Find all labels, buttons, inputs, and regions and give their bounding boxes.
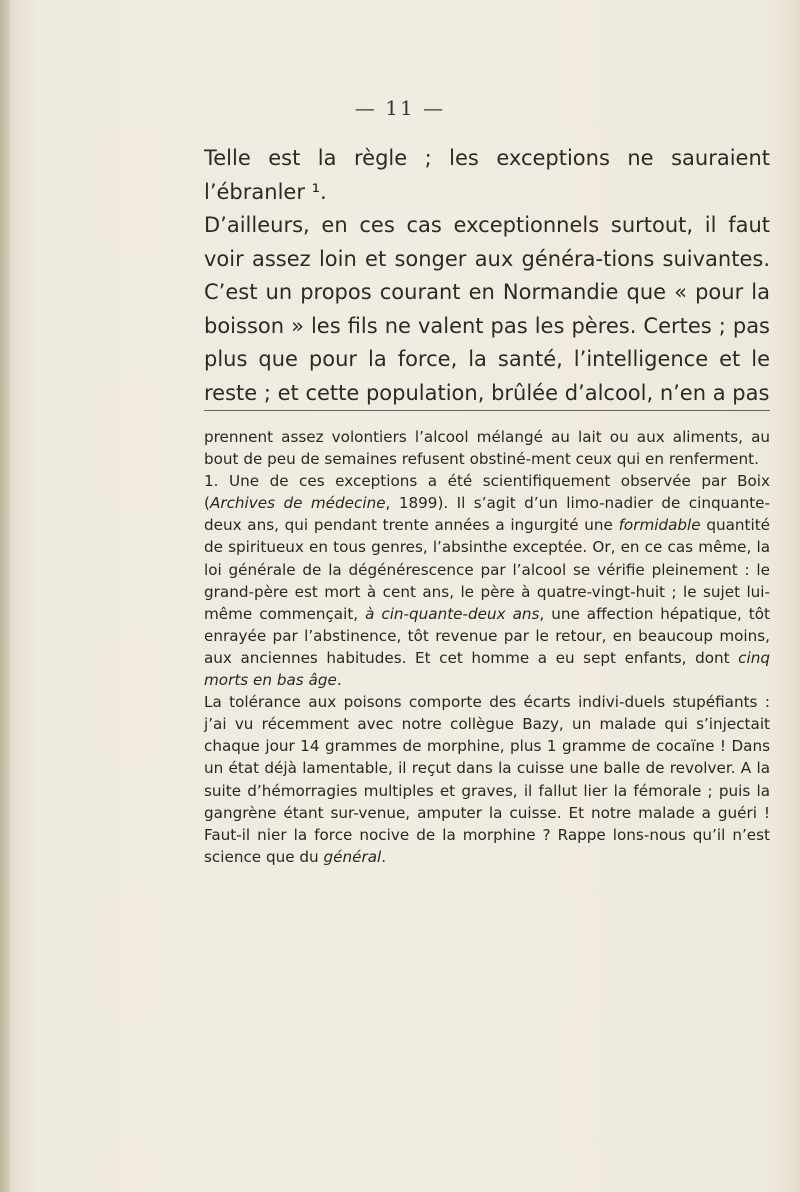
footnote-1-emphasis-2: à cin-quante-deux ans	[365, 604, 540, 623]
footnote-2	[204, 691, 770, 868]
footnote-1-text-c: quantité de spiritueux en tous genres, l’absinthe exceptée. Or, en ce cas même, la loi générale de la dégénérescence par l’alcool se vérifie pleinement : le grand-père est mort à cent ans, le père à quatre-vingt-huit ; le sujet lui-même commençait,	[204, 516, 770, 623]
footnote-2-text-b: .	[381, 847, 387, 866]
footnote-1-text-a: 1. Une de ces exceptions a été scientifiquement observée par Boix (	[204, 472, 770, 513]
footnote-divider	[204, 410, 770, 411]
footnote-1-emphasis-3: cinq morts en bas âge	[204, 648, 770, 690]
footnote-2-emphasis: général	[323, 847, 382, 866]
binding-gutter	[0, 0, 10, 1192]
footnote-1-text-d: , une affection hépatique, tôt enrayée par l’abstinence, tôt revenue par le retour, en beaucoup moins, aux anciennes habitudes. Et cet homme a eu sept enfants, dont	[204, 604, 770, 667]
footnotes	[204, 426, 770, 868]
paragraph-1: Telle est la règle ; les exceptions ne sauraient l’ébranler ¹.	[204, 146, 770, 204]
main-text	[204, 142, 770, 410]
footnote-continuation: prennent assez volontiers l’alcool mélangé au lait ou aux aliments, au bout de peu de semaines refusent obstiné-ment ceux qui en renferment.	[204, 428, 770, 469]
footnote-1-reference: Archives de médecine	[209, 494, 386, 513]
footnote-1-emphasis-1: formidable	[618, 516, 701, 535]
footnote-1-text-e: .	[336, 671, 342, 690]
footnote-1-text-b: , 1899). Il s’agit d’un limo-nadier de cinquante-deux ans, qui pendant trente années a ingurgité une	[204, 494, 770, 535]
footnote-2-text-a: La tolérance aux poisons comporte des écarts indivi-duels stupéfiants : j’ai vu récemment avec notre collègue Bazy, un malade qui s’injectait chaque jour 14 grammes de morphine, plus 1 gramme de cocaïne ! Dans un état déjà lamentable, il reçut dans la cuisse une balle de revolver. A la suite d’hémorragies multiples et graves, il fallut lier la fémorale ; puis la gangrène étant sur-venue, amputer la cuisse. Et notre malade a guéri ! Faut-il nier la force nocive de la morphine ? Rappe lons-nous qu’il n’est science que du	[204, 693, 770, 866]
paragraph-2: D’ailleurs, en ces cas exceptionnels surtout, il faut voir assez loin et songer aux généra-tions suivantes. C’est un propos courant en Normandie que « pour la boisson » les fils ne valent pas les pères. Certes ; pas plus que pour la force, la santé, l’intelligence et le reste ; et cette population, brûlée d’alcool, n’en a pas	[204, 213, 770, 405]
page-number: — 11 —	[354, 96, 446, 120]
footnote-1	[204, 470, 770, 691]
